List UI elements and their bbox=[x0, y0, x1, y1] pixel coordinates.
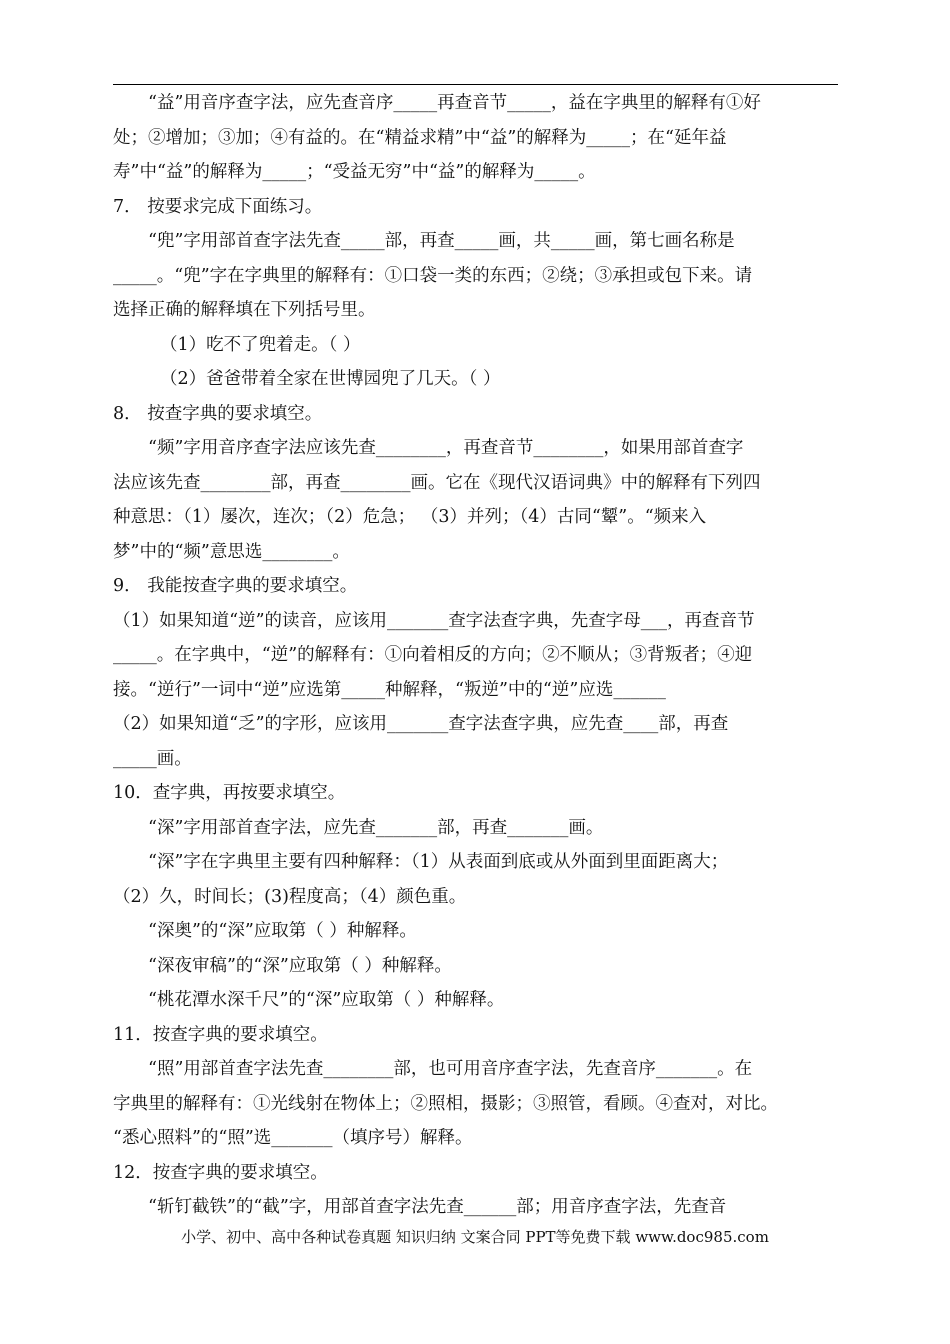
q7-line-2: _____。“兜”字在字典里的解释有：①口袋一类的东西；②绕；③承担或包下来。请 bbox=[113, 265, 753, 286]
q10-line-1: “深”字用部首查字法，应先查_______部，再查_______画。 bbox=[148, 817, 604, 838]
q10-sub-1: “深奥”的“深”应取第（ ）种解释。 bbox=[148, 921, 417, 941]
q7-heading: 7． 按要求完成下面练习。 bbox=[113, 196, 323, 217]
question-9 bbox=[113, 569, 838, 776]
q7-line-3: 选择正确的解释填在下列括号里。 bbox=[113, 300, 376, 320]
q11-heading: 11．按查字典的要求填空。 bbox=[113, 1024, 328, 1045]
page-footer: 小学、初中、高中各种试卷真题 知识归纳 文案合同 PPT等免费下载 www.doc985.com bbox=[181, 1228, 769, 1246]
q9-line-5: _____画。 bbox=[113, 748, 192, 769]
question-11 bbox=[113, 1018, 838, 1156]
q6-line-1: “益”用音序查字法，应先查音序_____再查音节_____，益在字典里的解释有①好 bbox=[148, 93, 761, 113]
q8-heading: 8． 按查字典的要求填空。 bbox=[113, 403, 323, 424]
q12-line-1: “斩钉截铁”的“截”字，用部首查字法先查______部；用音序查字法，先查音 bbox=[148, 1197, 727, 1217]
q11-line-1: “照”用部首查字法先查________部，也可用音序查字法，先查音序_______。在 bbox=[148, 1059, 753, 1079]
q6-line-2: 处；②增加；③加；④有益的。在“精益求精”中“益”的解释为_____；在“延年益 bbox=[113, 127, 727, 148]
question-8 bbox=[113, 397, 838, 570]
question-10 bbox=[113, 776, 838, 1018]
q10-line-3: （2）久，时间长；(3)程度高；（4）颜色重。 bbox=[113, 886, 467, 907]
q8-line-4: 梦”中的“频”意思选________。 bbox=[113, 541, 350, 562]
q11-line-2: 字典里的解释有：①光线射在物体上；②照相，摄影；③照管，看顾。④查对，对比。 bbox=[113, 1093, 778, 1114]
q10-heading: 10．查字典，再按要求填空。 bbox=[113, 783, 346, 803]
q7-item-1: （1）吃不了兜着走。（ ） bbox=[160, 334, 361, 355]
q10-line-2: “深”字在字典里主要有四种解释：（1）从表面到底或从外面到里面距离大； bbox=[148, 852, 729, 872]
q9-line-2: _____。在字典中，“逆”的解释有：①向着相反的方向；②不顺从；③背叛者；④迎 bbox=[113, 645, 753, 665]
q10-sub-3: “桃花潭水深千尺”的“深”应取第（ ）种解释。 bbox=[148, 990, 505, 1010]
q6-line-3: 寿”中“益”的解释为_____；“受益无穷”中“益”的解释为_____。 bbox=[113, 162, 596, 182]
q10-sub-2: “深夜审稿”的“深”应取第（ ）种解释。 bbox=[148, 955, 452, 976]
q12-heading: 12．按查字典的要求填空。 bbox=[113, 1162, 328, 1183]
q9-line-1: （1）如果知道“逆”的读音，应该用_______查字法查字典，先查字母___，再查音节 bbox=[113, 610, 755, 631]
q7-item-2: （2）爸爸带着全家在世博园兜了几天。（ ） bbox=[160, 369, 501, 389]
q8-line-2: 法应该先查________部，再查________画。它在《现代汉语词典》中的解释有下列四 bbox=[113, 472, 761, 493]
question-7 bbox=[113, 190, 838, 397]
q8-line-3: 种意思：（1）屡次，连次；（2）危急； （3）并列；（4）古同“颦”。“频来入 bbox=[113, 507, 707, 527]
q9-line-4: （2）如果知道“乏”的字形，应该用_______查字法查字典，应先查____部，再查 bbox=[113, 714, 729, 734]
q11-line-3: “悉心照料”的“照”选_______（填序号）解释。 bbox=[113, 1128, 473, 1148]
question-12 bbox=[113, 1156, 838, 1225]
q9-heading: 9． 我能按查字典的要求填空。 bbox=[113, 576, 358, 596]
q8-line-1: “频”字用音序查字法应该先查________，再查音节________，如果用部首查字 bbox=[148, 438, 744, 458]
page-content bbox=[113, 86, 838, 1225]
q7-line-1: “兜”字用部首查字法先查_____部，再查_____画，共_____画，第七画名称是 bbox=[148, 231, 735, 251]
q9-line-3: 接。“逆行”一词中“逆”应选第_____种解释，“叛逆”中的“逆”应选______ bbox=[113, 679, 666, 700]
question-6 bbox=[113, 86, 838, 190]
header-rule bbox=[113, 84, 838, 85]
